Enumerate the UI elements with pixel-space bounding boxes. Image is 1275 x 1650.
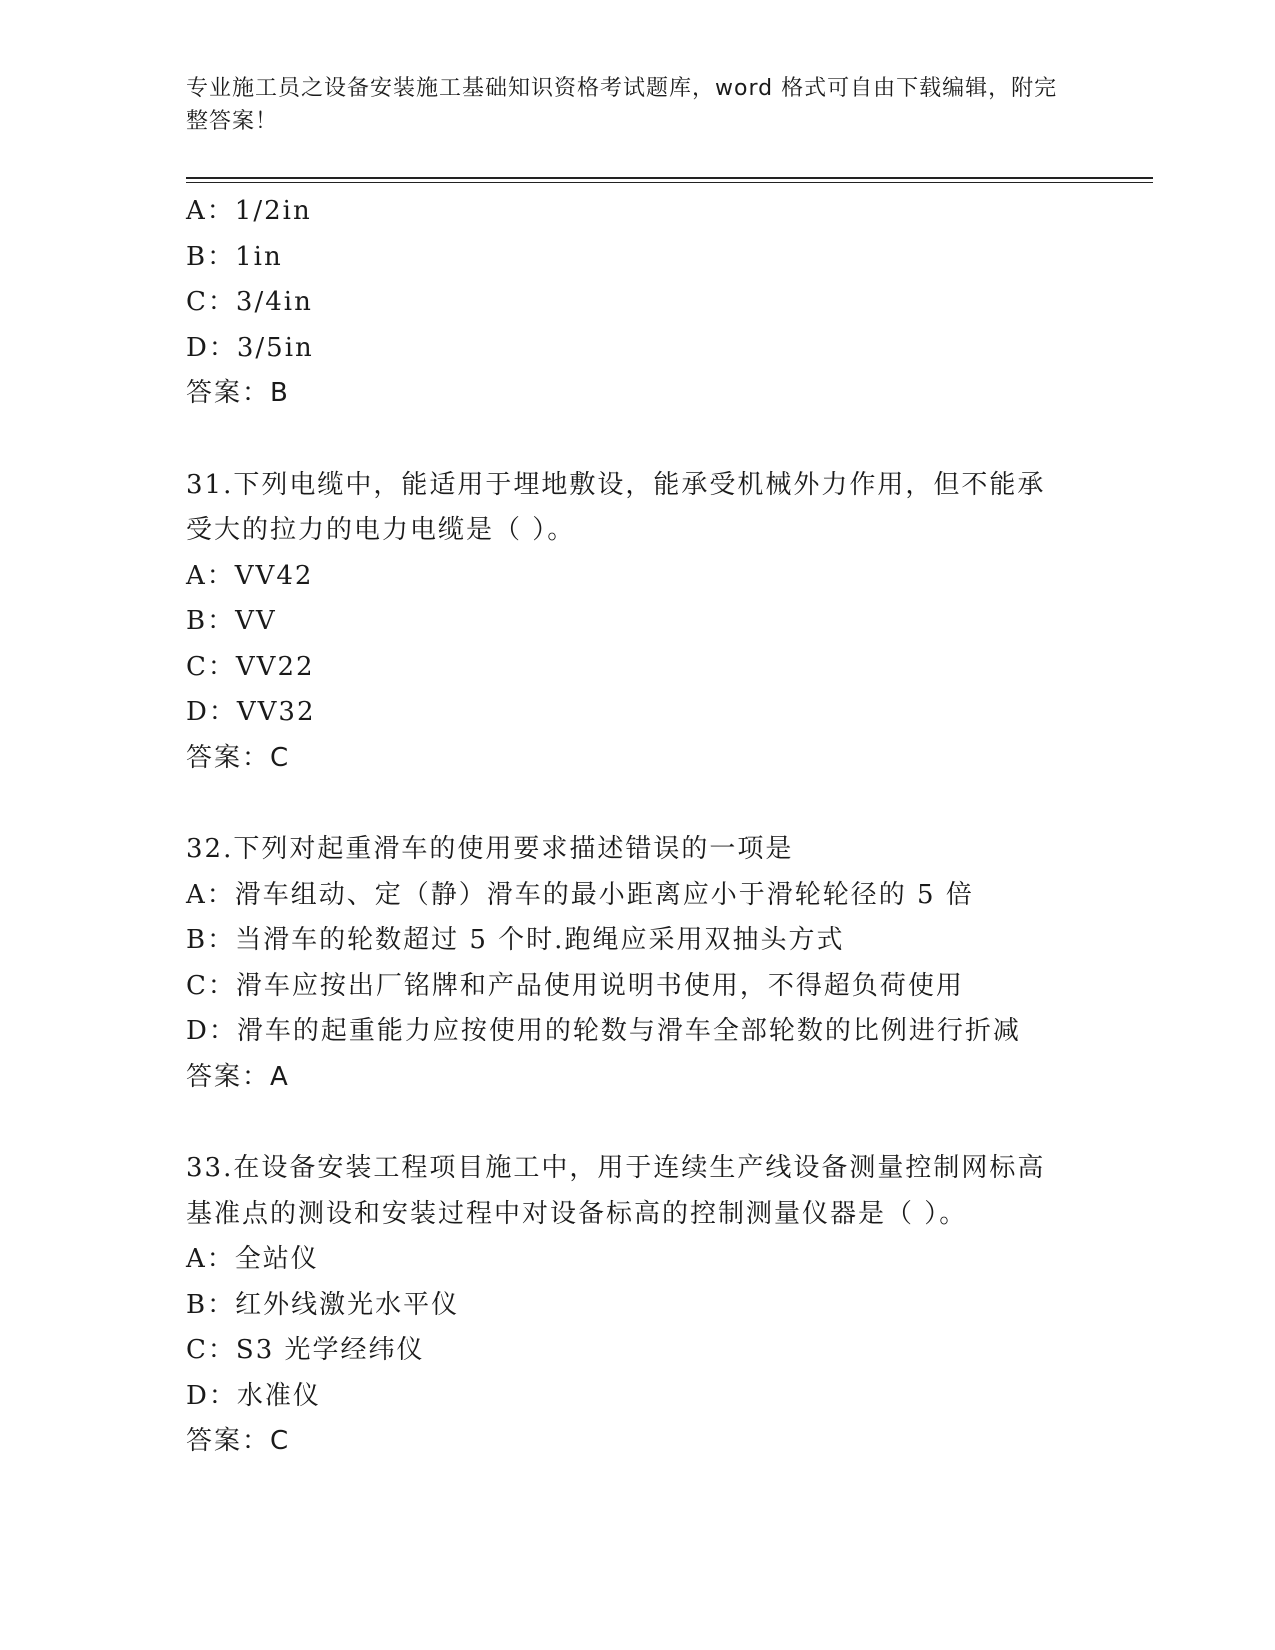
- question-stem: 33.在设备安装工程项目施工中，用于连续生产线设备测量控制网标高基准点的测设和安装过程中对设备标高的控制测量仪器是（ ）。: [186, 1153, 1046, 1229]
- option-b: B：1in: [186, 241, 283, 272]
- option-b: B：VV: [186, 606, 277, 636]
- option-d: D：3/5in: [186, 332, 314, 363]
- option-d: D：滑车的起重能力应按使用的轮数与滑车全部轮数的比例进行折减: [186, 1016, 1021, 1046]
- option-c: C：VV22: [186, 651, 315, 682]
- question-31: [186, 463, 1146, 782]
- divider-line-bottom: [186, 182, 1153, 183]
- option-d: D：水准仪: [186, 1380, 321, 1411]
- option-b: B：红外线激光水平仪: [186, 1289, 460, 1320]
- option-a: A：1/2in: [186, 196, 312, 226]
- option-a: A：滑车组动、定（静）滑车的最小距离应小于滑轮轮径的 5 倍: [186, 879, 974, 910]
- question-fragment: [186, 189, 1146, 417]
- divider-line-top: [186, 177, 1153, 179]
- question-33: [186, 1146, 1146, 1465]
- answer-line: 答案：C: [186, 742, 291, 773]
- answer-line: 答案：A: [186, 1061, 290, 1092]
- question-stem: 32.下列对起重滑车的使用要求描述错误的一项是: [186, 834, 794, 864]
- option-c: C：S3 光学经纬仪: [186, 1335, 425, 1365]
- answer-line: 答案：C: [186, 1426, 291, 1456]
- option-a: A：全站仪: [186, 1244, 319, 1274]
- header-divider: [186, 177, 1153, 183]
- question-list: [186, 189, 1146, 1465]
- question-32: [186, 827, 1146, 1100]
- option-d: D：VV32: [186, 697, 316, 727]
- answer-line: 答案：B: [186, 378, 290, 408]
- option-b: B：当滑车的轮数超过 5 个时.跑绳应采用双抽头方式: [186, 925, 845, 955]
- question-stem: 31.下列电缆中，能适用于埋地敷设，能承受机械外力作用，但不能承受大的拉力的电力电缆是（ ）。: [186, 469, 1046, 545]
- document-header: 专业施工员之设备安装施工基础知识资格考试题库，word 格式可自由下载编辑，附完整答案！: [186, 76, 1058, 134]
- option-c: C：3/4in: [186, 287, 313, 317]
- option-c: C：滑车应按出厂铭牌和产品使用说明书使用，不得超负荷使用: [186, 970, 964, 1001]
- option-a: A：VV42: [186, 560, 314, 591]
